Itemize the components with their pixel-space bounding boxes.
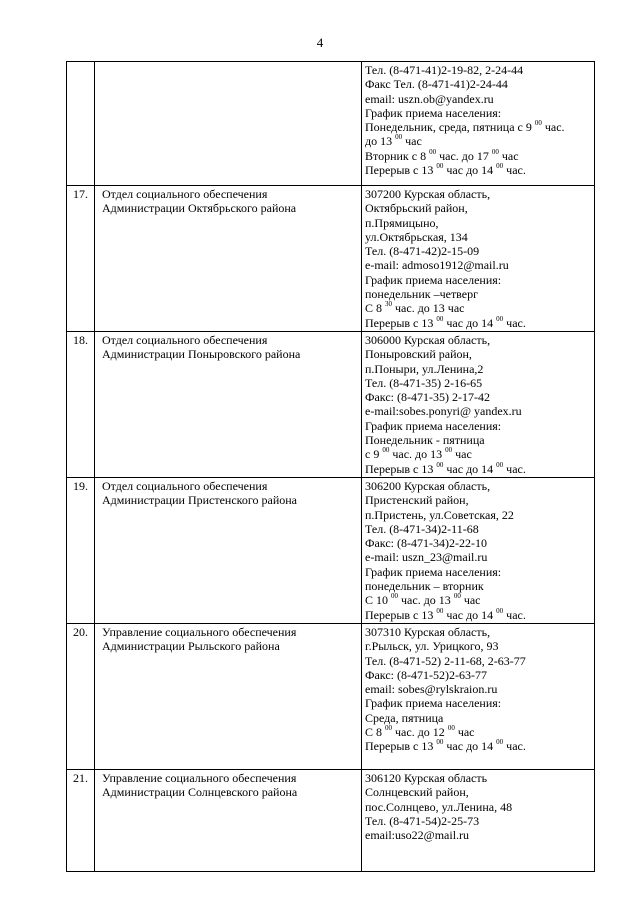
contact-info-text: до 13 [365, 134, 396, 149]
superscript-minutes: 00 [395, 133, 403, 142]
contact-info-text: e-mail: uszn_23@mail.ru [365, 550, 488, 565]
contact-info-text: Поныровский район, [365, 347, 472, 362]
contact-info-text: Понедельник, среда, пятница с 9 [365, 120, 535, 135]
superscript-minutes: 00 [453, 592, 461, 601]
contact-info-line [365, 230, 592, 244]
contact-info-text: час. [503, 739, 526, 754]
contact-info-text: 306120 Курская область [365, 771, 488, 785]
contact-info-text: email: uszn.ob@yandex.ru [365, 91, 494, 106]
contact-info-text: e-mail: admoso1912@mail.ru [365, 258, 509, 273]
superscript-minutes: 00 [447, 724, 455, 733]
organization-name-line: Управление социального обеспечения [102, 771, 297, 785]
superscript-minutes: 00 [534, 119, 542, 128]
contact-info-text: Перерыв с 13 [365, 461, 437, 476]
contact-info-text: Октябрьский район, [365, 201, 468, 216]
contact-info-line [365, 433, 592, 447]
table-body [67, 62, 595, 872]
contact-info-text: С 10 [365, 593, 392, 608]
contact-info-text: e-mail:sobes.ponyri@ yandex.ru [365, 404, 522, 419]
contact-info-text: Перерыв с 13 [365, 163, 437, 178]
contact-info-line [365, 682, 592, 696]
contact-info-text: Факс Тел. (8-471-41)2-24-44 [365, 77, 508, 92]
superscript-minutes: 00 [496, 606, 504, 615]
contact-info-line [365, 814, 592, 828]
organization-cell [95, 62, 362, 186]
table-row [67, 62, 595, 186]
contact-info-line [365, 479, 592, 493]
organizations-table [66, 61, 595, 872]
contact-info-text: пос.Солнцево, ул.Ленина, 48 [365, 799, 513, 814]
contact-info-text: час [402, 134, 422, 149]
contact-info-text: ул.Октябрьская, 134 [365, 229, 468, 244]
contact-info-line [365, 522, 592, 536]
superscript-minutes: 00 [436, 606, 444, 615]
contact-info-text: Понедельник - пятница [365, 433, 485, 448]
row-number: 20. [73, 625, 88, 639]
organization-name-line: Администрации Пристенского района [102, 493, 298, 508]
contact-info-text: час [498, 148, 519, 163]
contact-info-text: Тел. (8-471-35) 2-16-65 [365, 375, 483, 390]
contact-info-text: понедельник –четверг [365, 287, 479, 302]
contact-info-line [365, 63, 592, 77]
contact-info-line [365, 608, 592, 622]
contact-info-text: час [460, 593, 481, 608]
contact-info-text: час. до 13 [398, 593, 454, 608]
organization-name-line: Администрации Октябрьского района [102, 201, 297, 216]
contact-info-text: График приема населения: [365, 105, 502, 120]
contact-info-text: час до 14 [443, 315, 497, 330]
row-number-cell [67, 770, 95, 872]
contact-info-line [365, 668, 592, 682]
contact-info-text: Перерыв с 13 [365, 739, 437, 754]
contact-info-line [365, 725, 592, 739]
contact-info-line [365, 771, 592, 785]
table-row [67, 478, 595, 624]
superscript-minutes: 00 [385, 724, 393, 733]
contact-info-line [365, 579, 592, 593]
contact-info-cell [362, 478, 595, 624]
contact-info-line [365, 149, 592, 163]
contact-info-cell [362, 186, 595, 332]
contact-info-line [365, 800, 592, 814]
contact-info-text: п.Прямицыно, [365, 215, 439, 230]
table-row [67, 332, 595, 478]
contact-info-line [365, 785, 592, 799]
contact-info-line [365, 625, 592, 639]
superscript-minutes: 00 [496, 162, 504, 171]
superscript-minutes: 00 [496, 460, 504, 469]
contact-info-line [365, 273, 592, 287]
superscript-minutes: 00 [436, 460, 444, 469]
contact-info-line [365, 739, 592, 753]
contact-info-line [365, 593, 592, 607]
row-number-cell [67, 478, 95, 624]
organization-cell [95, 478, 362, 624]
contact-info-text: час до 14 [443, 607, 497, 622]
contact-info-text: час. [541, 120, 565, 135]
contact-info-text: email:uso22@mail.ru [365, 828, 470, 843]
contact-info-cell [362, 624, 595, 770]
superscript-minutes: 00 [445, 446, 453, 455]
contact-info-text: Перерыв с 13 [365, 607, 437, 622]
row-number: 19. [73, 479, 88, 493]
contact-info-text: email: sobes@rylskraion.ru [365, 682, 498, 697]
contact-info-line [365, 163, 592, 177]
page-number: 4 [316, 35, 324, 50]
contact-info-text: Факс: (8-471-35) 2-17-42 [365, 390, 490, 405]
contact-info-line [365, 216, 592, 230]
contact-info-text: час. [503, 461, 526, 476]
organization-name-line: Управление социального обеспечения [102, 625, 297, 639]
row-number: 18. [73, 333, 88, 347]
contact-info-line [365, 244, 592, 258]
contact-info-line [365, 419, 592, 433]
superscript-minutes: 00 [429, 147, 437, 156]
contact-info-text: Тел. (8-471-54)2-25-73 [365, 813, 480, 828]
contact-info-text: час. до 12 [392, 725, 448, 740]
contact-info-text: 306000 Курская область, [365, 333, 491, 347]
contact-info-text: Пристенский район, [365, 493, 469, 508]
contact-info-text: 306200 Курская область, [365, 479, 491, 493]
table-row [67, 624, 595, 770]
contact-info-line [365, 550, 592, 564]
contact-info-text: Солнцевский район, [365, 785, 469, 800]
contact-info-text: час до 14 [443, 739, 497, 754]
contact-info-line [365, 654, 592, 668]
row-number-cell [67, 624, 95, 770]
contact-info-text: час. до 17 [436, 148, 492, 163]
contact-info-line [365, 333, 592, 347]
contact-info-text: час. [503, 315, 526, 330]
superscript-minutes: 00 [391, 592, 399, 601]
contact-info-cell [362, 770, 595, 872]
organization-name-line: Администрации Поныровского района [102, 347, 301, 362]
row-number: 21. [73, 771, 88, 785]
superscript-minutes: 00 [436, 738, 444, 747]
contact-info-text: С 8 [365, 301, 386, 316]
contact-info-text: 307310 Курская область, [365, 625, 491, 639]
superscript-minutes: 00 [382, 446, 390, 455]
contact-info-line [365, 828, 592, 842]
superscript-minutes: 00 [496, 738, 504, 747]
organization-name-line: Администрации Солнцевского района [102, 785, 298, 800]
contact-info-text: Перерыв с 13 [365, 315, 437, 330]
contact-info-text: час. [503, 607, 526, 622]
contact-info-line [365, 301, 592, 315]
contact-info-text: График приема населения: [365, 564, 502, 579]
contact-info-cell [362, 62, 595, 186]
contact-info-line [365, 493, 592, 507]
contact-info-text: Факс: (8-471-52)2-63-77 [365, 667, 487, 682]
contact-info-text: График приема населения: [365, 696, 502, 711]
organization-name-line: Отдел социального обеспечения [102, 333, 268, 347]
superscript-minutes: 00 [436, 162, 444, 171]
superscript-minutes: 00 [491, 147, 499, 156]
table-row [67, 186, 595, 332]
contact-info-line [365, 287, 592, 301]
contact-info-line [365, 404, 592, 418]
contact-info-text: час до 14 [443, 461, 497, 476]
contact-info-line [365, 508, 592, 522]
contact-info-text: г.Рыльск, ул. Урицкого, 93 [365, 639, 499, 654]
contact-info-line [365, 316, 592, 330]
contact-info-text: п.Поныри, ул.Ленина,2 [365, 361, 484, 376]
organization-cell [95, 770, 362, 872]
contact-info-line [365, 106, 592, 120]
contact-info-text: Тел. (8-471-34)2-11-68 [365, 521, 479, 536]
contact-info-line [365, 362, 592, 376]
organization-name-line: Отдел социального обеспечения [102, 187, 268, 201]
contact-info-text: График приема населения: [365, 418, 502, 433]
contact-info-text: час. до 13 час [392, 301, 465, 316]
contact-info-text: 307200 Курская область, [365, 187, 491, 201]
contact-info-line [365, 390, 592, 404]
organization-cell [95, 186, 362, 332]
contact-info-text: с 9 [365, 447, 383, 462]
contact-info-line [365, 92, 592, 106]
contact-info-line [365, 536, 592, 550]
contact-info-line [365, 447, 592, 461]
contact-info-text: час. [503, 163, 526, 178]
contact-info-text: час [452, 447, 472, 462]
contact-info-text: Факс: (8-471-34)2-22-10 [365, 536, 487, 551]
contact-info-line [365, 77, 592, 91]
contact-info-line [365, 696, 592, 710]
row-number-cell [67, 62, 95, 186]
contact-info-text: График приема населения: [365, 272, 502, 287]
row-number: 17. [73, 187, 88, 201]
contact-info-text: Тел. (8-471-52) 2-11-68, 2-63-77 [365, 653, 526, 668]
contact-info-text: понедельник – вторник [365, 579, 484, 594]
table-row [67, 770, 595, 872]
contact-info-text: час [454, 725, 475, 740]
contact-info-text: час. до 13 [389, 447, 446, 462]
contact-info-text: Среда, пятница [365, 710, 444, 725]
contact-info-text: час до 14 [443, 163, 497, 178]
row-number-cell [67, 332, 95, 478]
contact-info-line [365, 258, 592, 272]
superscript-minutes: 00 [436, 314, 444, 323]
contact-info-line [365, 565, 592, 579]
contact-info-text: п.Пристень, ул.Советская, 22 [365, 507, 514, 522]
contact-info-text: Тел. (8-471-42)2-15-09 [365, 244, 480, 259]
organization-name-line: Отдел социального обеспечения [102, 479, 268, 493]
contact-info-line [365, 639, 592, 653]
contact-info-line [365, 187, 592, 201]
contact-info-line [365, 462, 592, 476]
contact-info-text: Вторник с 8 [365, 148, 430, 163]
contact-info-line [365, 134, 592, 148]
contact-info-cell [362, 332, 595, 478]
contact-info-line [365, 376, 592, 390]
contact-info-text: Тел. (8-471-41)2-19-82, 2-24-44 [365, 63, 524, 77]
organization-cell [95, 624, 362, 770]
contact-info-line [365, 711, 592, 725]
superscript-minutes: 30 [385, 300, 393, 309]
organization-name-line: Администрации Рыльского района [102, 639, 280, 654]
superscript-minutes: 00 [496, 314, 504, 323]
contact-info-line [365, 347, 592, 361]
organization-cell [95, 332, 362, 478]
row-number-cell [67, 186, 95, 332]
contact-info-text: С 8 [365, 725, 386, 740]
contact-info-line [365, 201, 592, 215]
